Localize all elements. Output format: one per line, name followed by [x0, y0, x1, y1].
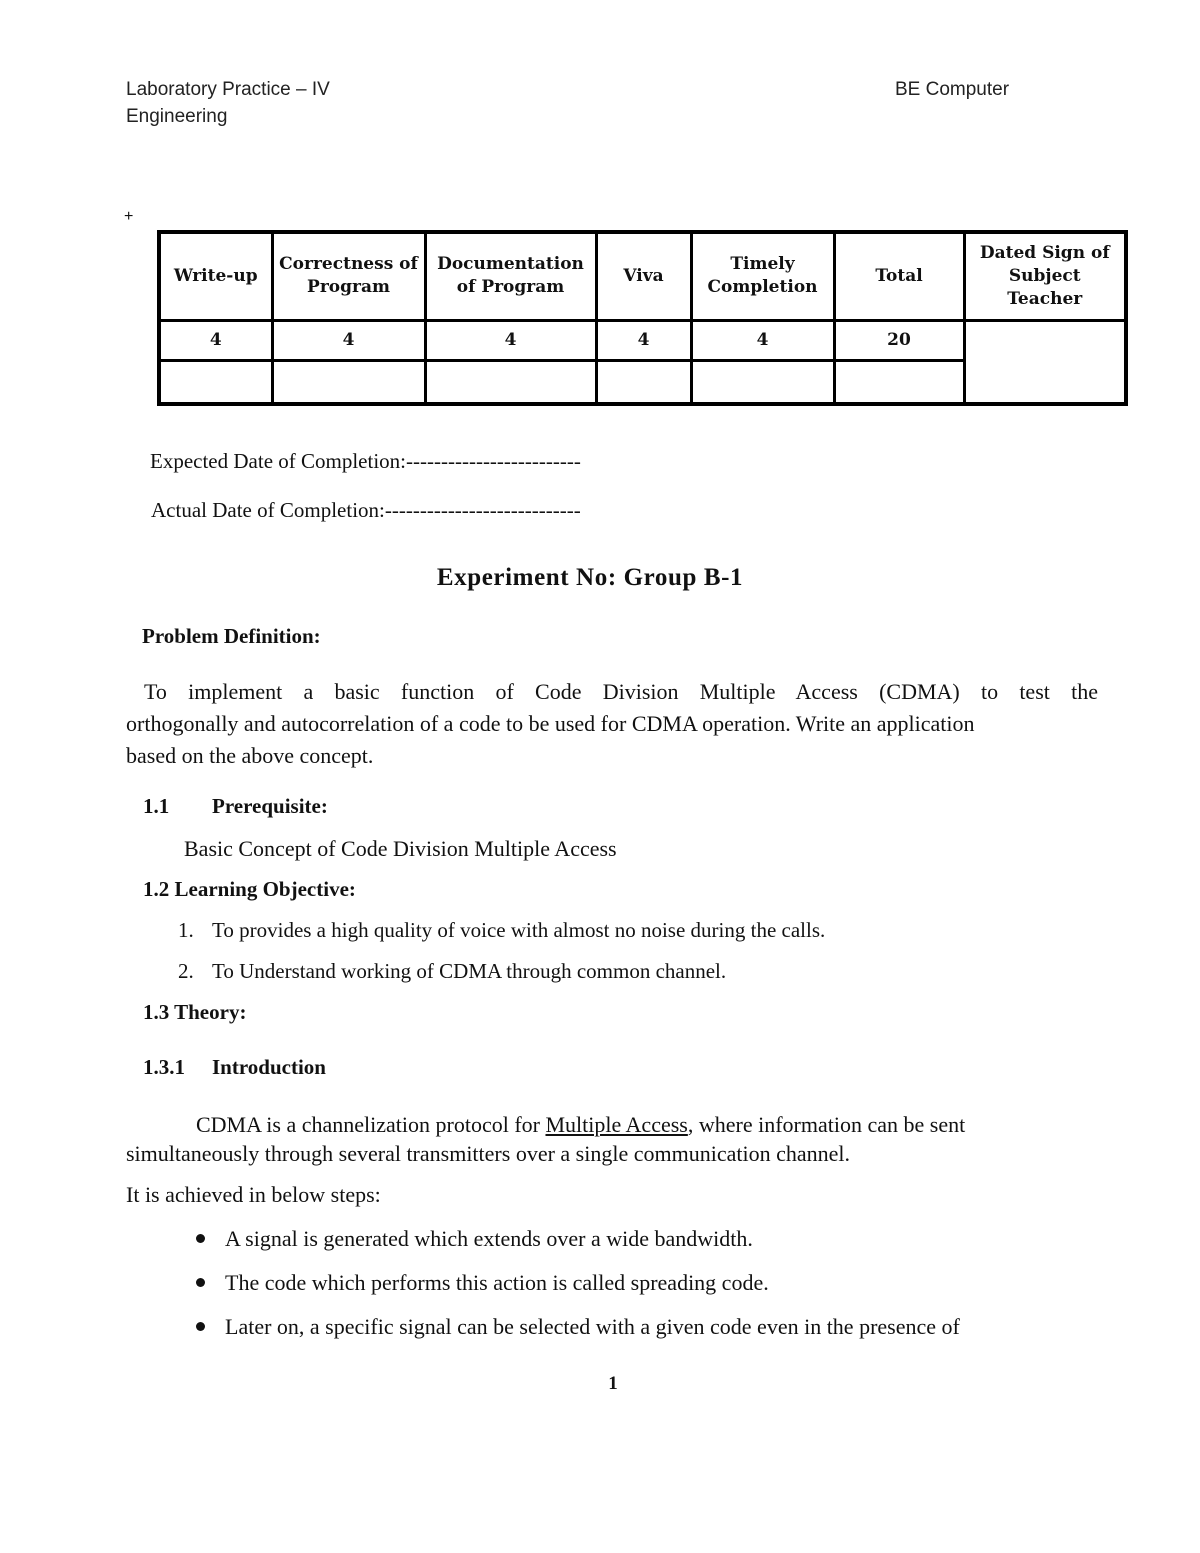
prerequisite-heading [143, 794, 328, 819]
bullet-item [196, 1226, 753, 1252]
prerequisite-heading-text: Prerequisite: [212, 794, 328, 818]
obtained-correctness[interactable] [272, 360, 425, 404]
intro-text-after: , where information can be sent [687, 1112, 966, 1137]
list-text: To provides a high quality of voice with almost no noise during the calls. [212, 918, 826, 942]
experiment-title: Experiment No: Group B-1 [436, 564, 744, 591]
problem-definition-heading: Problem Definition: [142, 624, 321, 648]
max-writeup: 4 [159, 320, 272, 360]
header-dated-sign: Dated Sign of Subject Teacher [964, 232, 1126, 320]
max-correctness: 4 [272, 320, 425, 360]
bullet-icon [196, 1322, 205, 1331]
introduction-number: 1.3.1 [143, 1055, 185, 1079]
list-text: To Understand working of CDMA through common channel. [212, 959, 727, 983]
actual-date-label: Actual Date of Completion: [151, 498, 385, 522]
header-viva: Viva [596, 232, 691, 320]
assessment-marks-table [157, 230, 1128, 406]
bullet-text: A signal is generated which extends over a wide bandwidth. [225, 1226, 753, 1251]
running-header-title: Laboratory Practice – IV [126, 79, 330, 100]
problem-line-3: based on the above concept. [126, 743, 374, 768]
plus-mark: + [124, 208, 134, 225]
sign-cell[interactable] [964, 320, 1126, 404]
bullet-text: Later on, a specific signal can be selected with a given code even in the presence of [225, 1314, 960, 1339]
header-correctness: Correctness of Program [272, 232, 425, 320]
theory-heading: 1.3 Theory: [143, 1000, 247, 1024]
learning-objective-item [178, 918, 825, 943]
obtained-documentation[interactable] [425, 360, 596, 404]
steps-intro: It is achieved in below steps: [126, 1182, 381, 1207]
bullet-icon [196, 1234, 205, 1243]
introduction-paragraph [126, 1110, 1126, 1168]
marks-table-header-row [159, 232, 1126, 320]
multiple-access-link[interactable]: Multiple Access [545, 1112, 688, 1137]
introduction-heading-text: Introduction [212, 1055, 326, 1079]
max-viva: 4 [596, 320, 691, 360]
problem-line-2: orthogonally and autocorrelation of a code to be used for CDMA operation. Write an application [126, 711, 975, 736]
obtained-timely-completion[interactable] [691, 360, 834, 404]
actual-date-line [151, 498, 581, 523]
list-number: 2. [178, 959, 194, 983]
marks-table-max-row [159, 320, 1126, 360]
intro-text-line-2: simultaneously through several transmitters over a single communication channel. [126, 1141, 850, 1166]
learning-objective-heading: 1.2 Learning Objective: [143, 877, 356, 901]
bullet-text: The code which performs this action is called spreading code. [225, 1270, 769, 1295]
prerequisite-number: 1.1 [143, 794, 170, 818]
intro-text-before: CDMA is a channelization protocol for [196, 1112, 546, 1137]
bullet-icon [196, 1278, 205, 1287]
bullet-item [196, 1314, 960, 1340]
obtained-viva[interactable] [596, 360, 691, 404]
max-documentation: 4 [425, 320, 596, 360]
problem-line-1: To implement a basic function of Code Division Multiple Access (CDMA) to test the [144, 679, 1098, 704]
running-header-course: BE Computer [895, 79, 1010, 100]
expected-date-line [150, 449, 581, 474]
bullet-item [196, 1270, 769, 1296]
max-total: 20 [834, 320, 964, 360]
expected-date-blank: ------------------------- [406, 449, 581, 473]
obtained-total[interactable] [834, 360, 964, 404]
running-header-continuation: Engineering [126, 106, 228, 127]
header-timely-completion: Timely Completion [691, 232, 834, 320]
max-timely-completion: 4 [691, 320, 834, 360]
header-documentation: Documentation of Program [425, 232, 596, 320]
problem-definition-paragraph [126, 676, 1098, 772]
learning-objective-item [178, 959, 726, 984]
page-number: 1 [608, 1373, 618, 1394]
header-total: Total [834, 232, 964, 320]
prerequisite-text: Basic Concept of Code Division Multiple Access [184, 836, 617, 861]
expected-date-label: Expected Date of Completion: [150, 449, 407, 473]
list-number: 1. [178, 918, 194, 942]
actual-date-blank: ---------------------------- [384, 498, 581, 522]
obtained-writeup[interactable] [159, 360, 272, 404]
header-writeup: Write-up [159, 232, 272, 320]
introduction-heading [143, 1055, 326, 1080]
